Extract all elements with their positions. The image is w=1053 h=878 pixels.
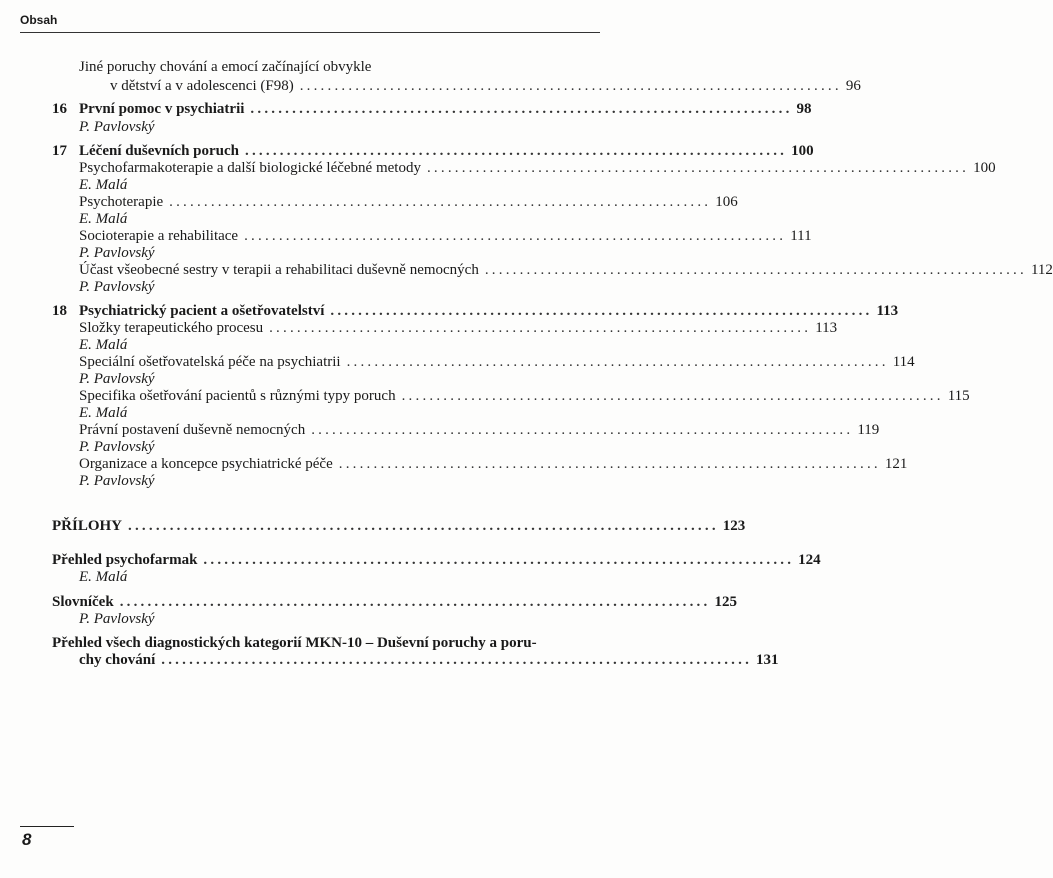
author-name: P. Pavlovský: [79, 245, 155, 261]
toc-page-number: 106: [715, 194, 738, 210]
toc-page-number: 124: [798, 552, 821, 568]
leader-dots: ..............................................................................: [484, 262, 1027, 278]
footer-rule: [20, 826, 74, 827]
author-name: P. Pavlovský: [79, 473, 155, 489]
toc-entry-title: Speciální ošetřovatelská péče na psychiatrii: [79, 354, 341, 370]
toc-page-number: 100: [791, 143, 814, 159]
leader-dots: ..............................................................................: [338, 456, 881, 472]
toc-page-number: 96: [845, 78, 861, 94]
toc-entry-title: Psychoterapie: [79, 194, 164, 210]
toc-subentry: [79, 353, 915, 371]
leader-dots: ..............................................................................: [245, 143, 788, 159]
toc-page-number: 98: [796, 101, 812, 117]
toc-chapter-18: [79, 302, 899, 320]
leader-dots: ..............................................................................: [244, 228, 787, 244]
toc-entry-title: Léčení duševních poruch: [79, 143, 240, 159]
toc-chapter-16: [79, 100, 812, 118]
toc-entry-f98-line1: Jiné poruchy chování a emocí začínající obvykle: [79, 59, 372, 75]
toc-appendix-glossary: [52, 593, 737, 611]
toc-page-number: 111: [790, 228, 812, 244]
toc-page-number: 113: [815, 320, 838, 336]
toc-page-number: 112: [1030, 262, 1053, 278]
author-name: P. Pavlovský: [79, 119, 155, 135]
toc-appendix-mkn-line1: Přehled všech diagnostických kategorií MKN-10 – Duševní poruchy a poru-: [52, 635, 537, 651]
leader-dots: ..............................................................................: [346, 354, 889, 370]
toc-entry-title: PŘÍLOHY: [52, 518, 123, 534]
toc-entry-title: Právní postavení duševně nemocných: [79, 422, 306, 438]
toc-page-number: 123: [722, 518, 746, 534]
toc-appendix-mkn: [79, 651, 779, 669]
toc-chapter-17: [79, 142, 814, 160]
leader-dots: ..............................................................................: [401, 388, 944, 404]
toc-page-number: 115: [947, 388, 970, 404]
toc-entry-title: Psychofarmakoterapie a další biologické léčebné metody: [79, 160, 421, 176]
running-header: Obsah: [20, 13, 58, 27]
chapter-number: 16: [52, 101, 67, 117]
toc-page-number: 113: [876, 303, 899, 319]
toc-page-number: 100: [973, 160, 996, 176]
leader-dots: ..............................................................................: [250, 101, 793, 117]
leader-dots: ..............................................................................: [169, 194, 712, 210]
toc-entry-f98: [110, 77, 861, 95]
leader-dots: .....................................................................................: [119, 594, 711, 610]
toc-page-number: 114: [892, 354, 915, 370]
leader-dots: .....................................................................................: [128, 518, 719, 534]
author-name: P. Pavlovský: [79, 611, 155, 627]
toc-entry-title: Složky terapeutického procesu: [79, 320, 264, 336]
author-name: P. Pavlovský: [79, 279, 155, 295]
leader-dots: ..............................................................................: [311, 422, 854, 438]
toc-page-number: 119: [857, 422, 880, 438]
author-name: P. Pavlovský: [79, 439, 155, 455]
toc-entry-title: Specifika ošetřování pacientů s různými typy poruch: [79, 388, 396, 404]
toc-entry-title: chy chování: [79, 652, 156, 668]
toc-subentry: [79, 193, 738, 211]
toc-subentry: [79, 319, 838, 337]
author-name: E. Malá: [79, 211, 128, 227]
toc-entry-title: Socioterapie a rehabilitace: [79, 228, 239, 244]
toc-subentry: [79, 159, 996, 177]
toc-subentry: [79, 455, 908, 473]
toc-entry-title: Slovníček: [52, 594, 114, 610]
toc-subentry: [79, 261, 1053, 279]
toc-entry-title: Psychiatrický pacient a ošetřovatelství: [79, 303, 325, 319]
chapter-number: 17: [52, 143, 67, 159]
chapter-number: 18: [52, 303, 67, 319]
toc-appendices: [52, 517, 746, 535]
author-name: E. Malá: [79, 337, 128, 353]
author-name: P. Pavlovský: [79, 371, 155, 387]
author-name: E. Malá: [79, 405, 128, 421]
leader-dots: ..............................................................................: [299, 78, 842, 94]
toc-page-number: 131: [756, 652, 779, 668]
toc-subentry: [79, 387, 970, 405]
leader-dots: .....................................................................................: [161, 652, 753, 668]
toc-page-number: 125: [714, 594, 737, 610]
page-number: 8: [22, 830, 32, 849]
leader-dots: ..............................................................................: [330, 303, 873, 319]
header-rule: [20, 32, 600, 33]
toc-entry-title: Účast všeobecné sestry v terapii a rehabilitaci duševně nemocných: [79, 262, 479, 278]
toc-page-number: 121: [884, 456, 908, 472]
author-name: E. Malá: [79, 177, 128, 193]
leader-dots: .....................................................................................: [203, 552, 795, 568]
toc-entry-title: Organizace a koncepce psychiatrické péče: [79, 456, 333, 472]
toc-appendix-psychopharm: [52, 551, 821, 569]
toc-entry-title: První pomoc v psychiatrii: [79, 101, 245, 117]
toc-entry-title: v dětství a v adolescenci (F98): [110, 78, 294, 94]
toc-subentry: [79, 227, 812, 245]
toc-subentry: [79, 421, 880, 439]
toc-entry-title: Přehled psychofarmak: [52, 552, 198, 568]
author-name: E. Malá: [79, 569, 128, 585]
leader-dots: ..............................................................................: [426, 160, 970, 176]
leader-dots: ..............................................................................: [269, 320, 812, 336]
